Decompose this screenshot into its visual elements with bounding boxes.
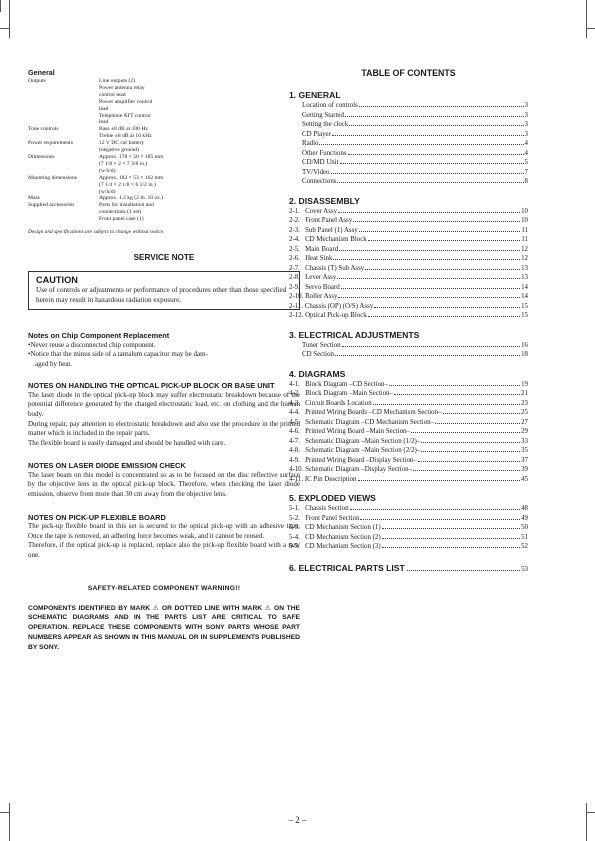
toc-parts-list-label: 6. ELECTRICAL PARTS LIST — [289, 562, 405, 573]
toc-entry-label: 2-9. Servo Board — [289, 283, 340, 291]
toc-leader — [335, 355, 520, 356]
toc-entry-page: 37 — [521, 456, 528, 464]
crop-mark — [9, 0, 10, 38]
spec-value: Bass ±8 dB at 100 Hz Treble ±8 dB at 10 kHz — [99, 126, 152, 140]
spec-label: Supplied accessories — [28, 202, 75, 209]
toc-list — [289, 90, 528, 552]
toc-entry[interactable] — [289, 341, 528, 351]
toc-entry-label: Connections — [302, 178, 337, 185]
toc-entry-page: 51 — [521, 533, 528, 541]
toc-entry-page: 25 — [521, 409, 528, 416]
toc-leader — [382, 538, 520, 539]
spec-label: Mounting dimensions — [28, 174, 77, 181]
toc-leader — [353, 221, 520, 222]
toc-entry-page: 4 — [524, 140, 528, 147]
page-number: – 2 – — [288, 815, 307, 825]
toc-entry-label: 2-3. Sub Panel (1) Assy — [289, 226, 358, 234]
toc-title: TABLE OF CONTENTS — [361, 68, 456, 78]
toc-entry-page: 16 — [521, 341, 528, 349]
toc-entry[interactable] — [289, 389, 528, 399]
toc-entry-label: 5-1. Chassis Section — [289, 505, 349, 512]
toc-entry-label: 4-10. Schematic Diagram –Display Section– — [289, 466, 413, 473]
toc-entry-page: 39 — [521, 466, 528, 473]
toc-entry[interactable] — [289, 504, 528, 514]
toc-entry-page: 3 — [524, 102, 528, 109]
toc-leader — [331, 173, 524, 174]
toc-leader — [349, 125, 523, 126]
toc-entry[interactable] — [289, 350, 528, 360]
toc-entry-page: 45 — [521, 475, 528, 483]
toc-entry[interactable] — [289, 273, 528, 283]
spec-row — [28, 195, 300, 202]
spec-value: 12 V DC car battery (negative ground) — [99, 140, 145, 154]
toc-leader — [411, 432, 520, 433]
toc-entry-page: 50 — [521, 524, 528, 531]
toc-entry-label: 2-12. Optical Pick-up Block — [289, 312, 367, 319]
safety-title: SAFETY-RELATED COMPONENT WARNING!! — [87, 584, 241, 592]
toc-entry-page: 29 — [521, 428, 528, 435]
crop-mark — [586, 0, 587, 38]
toc-entry[interactable] — [289, 465, 528, 475]
toc-entry-page: 8 — [524, 178, 528, 185]
toc-entry[interactable] — [289, 542, 528, 552]
toc-entry-label: 4-11. IC Pin Description — [289, 475, 357, 483]
service-note-title: SERVICE NOTE — [133, 253, 195, 263]
toc-entry[interactable] — [289, 254, 528, 264]
toc-leader — [359, 231, 521, 232]
spec-row — [28, 140, 300, 154]
toc-entry-label: 4-7. Schematic Diagram –Main Section (1/2)– — [289, 437, 421, 445]
toc-entry-page: 19 — [521, 380, 528, 388]
chip-heading: Notes on Chip Component Replacement — [28, 331, 170, 341]
toc-entry-label: CD Player — [302, 130, 331, 138]
toc-entry[interactable] — [289, 139, 528, 149]
spec-row — [28, 154, 300, 175]
spec-row — [28, 78, 300, 126]
spec-row — [28, 126, 300, 140]
toc-entry-label: Getting Started — [302, 111, 344, 119]
caution-box — [28, 271, 300, 310]
flex-p2: Therefore, if the optical pick-up is replaced, replace also the pick-up flexible board with a new one. — [28, 541, 300, 559]
toc-entry[interactable] — [289, 245, 528, 255]
toc-entry-label: 2-11. Chassis (OP) (O/S) Assy — [289, 302, 374, 310]
toc-entry[interactable] — [289, 456, 528, 466]
toc-entry[interactable] — [289, 437, 528, 447]
toc-entry[interactable] — [289, 130, 528, 140]
toc-entry-page: 10 — [521, 217, 528, 224]
crop-mark — [586, 812, 595, 813]
crop-mark — [0, 28, 9, 29]
spec-value: Approx. 182 × 53 × 162 mm (7 1/4 × 2 1/8 × 6 1/2 in.) (w/h/d) — [99, 174, 164, 195]
toc-entry[interactable] — [289, 283, 528, 293]
toc-entry-label: Radio — [302, 140, 319, 147]
laser-heading: NOTES ON LASER DIODE EMISSION CHECK — [28, 461, 186, 471]
toc-entry-page: 27 — [521, 418, 528, 426]
toc-leader — [358, 480, 521, 481]
spec-note: Design and specifications are subject to change without notice. — [28, 229, 165, 236]
spec-value: Approx. 178 × 50 × 185 mm (7 1/8 × 2 × 7 3/8 in.) (w/h/d) — [99, 153, 164, 174]
toc-leader — [373, 404, 520, 405]
toc-entry[interactable] — [289, 158, 528, 168]
toc-leader — [359, 106, 524, 107]
toc-leader — [389, 385, 520, 386]
toc-leader — [339, 250, 520, 251]
toc-entry-label: 4-5. Schematic Diagram –CD Mechanism Section– — [289, 418, 435, 426]
toc-leader — [382, 528, 520, 529]
general-heading: General — [28, 68, 55, 77]
crop-mark — [586, 28, 595, 29]
toc-entry[interactable] — [289, 168, 528, 178]
toc-entry-label: 2-8. Lever Assy — [289, 274, 337, 281]
toc-entry-label: 2-7. Chassis (T) Sub Assy — [289, 264, 365, 272]
optical-p2: During repair, pay attention to electrostatic breakdown and also use the procedure in the printed matter which is included in the repair parts. — [28, 419, 300, 438]
toc-entry[interactable] — [289, 514, 528, 524]
toc-entry-label: TV/Video — [302, 168, 330, 176]
crop-mark — [0, 0, 1, 12]
toc-entry[interactable] — [289, 177, 528, 187]
toc-parts-list[interactable] — [289, 563, 528, 573]
optical-p1: The laser diode in the optical pick-up block may suffer electrostatic breakdown because of the potential difference generated by the charged electrostatic load, etc. on clothing and the human body. — [28, 390, 300, 418]
toc-leader — [360, 519, 520, 520]
toc-entry-page: 48 — [521, 505, 528, 512]
toc-entry-page: 3 — [524, 111, 528, 119]
toc-entry-page: 15 — [521, 312, 528, 319]
toc-section-heading: 3. ELECTRICAL ADJUSTMENTS — [289, 329, 420, 340]
flex-p1: The pick-up flexible board in this set is secured to the optical pick-up with an adhesive tape. Once the tape is removed, an adhering force becomes weak, and it cannot be reused. — [28, 522, 300, 540]
toc-entry-page: 14 — [521, 283, 528, 291]
toc-entry-label: Tuner Section — [302, 341, 341, 349]
chip-note-2-cont: aged by heat. — [35, 359, 73, 368]
toc-entry-page: 13 — [521, 274, 528, 281]
toc-leader — [319, 144, 523, 145]
toc-entry-label: CD Section — [302, 351, 334, 358]
toc-entry-page: 5 — [524, 159, 528, 166]
optical-heading: NOTES ON HANDLING THE OPTICAL PICK-UP BLOCK OR BASE UNIT — [28, 381, 275, 391]
toc-entry[interactable] — [289, 216, 528, 226]
spec-label: Outputs — [28, 78, 46, 84]
toc-leader — [421, 451, 520, 452]
toc-leader — [443, 413, 521, 414]
toc-entry-page: 35 — [521, 447, 528, 454]
toc-entry-label: 4-6. Printed Wiring Board –Main Section– — [289, 428, 410, 435]
flex-heading: NOTES ON PICK-UP FLEXIBLE BOARD — [28, 512, 166, 522]
toc-entry-page: 13 — [521, 264, 528, 272]
toc-entry[interactable] — [289, 408, 528, 418]
toc-entry-page: 15 — [521, 302, 528, 310]
toc-entry-label: 2-6. Heat Sink — [289, 255, 333, 262]
toc-leader — [394, 394, 520, 395]
toc-entry-page: 14 — [521, 293, 528, 300]
toc-entry-label: 4-3. Circuit Boards Location — [289, 399, 372, 407]
spec-row — [28, 202, 300, 223]
toc-entry[interactable] — [289, 475, 528, 485]
chip-note-2: •Notice that the minus side of a tantalum capacitor may be dam- — [28, 350, 208, 359]
toc-leader — [348, 154, 524, 155]
toc-leader — [374, 307, 520, 308]
spec-value: Line outputs (2) Power antenna relay control lead Power amplifier control lead Telephone ATT control lead — [99, 78, 153, 126]
left-column — [28, 68, 300, 653]
toc-entry[interactable] — [289, 427, 528, 437]
toc-entry[interactable] — [289, 120, 528, 130]
toc-leader — [435, 423, 520, 424]
toc-entry-label: CD/MD Unit — [302, 159, 339, 166]
toc-entry-page: 4 — [524, 149, 528, 157]
toc-entry-label: 5-4. CD Mechanism Section (2) — [289, 533, 381, 541]
toc-entry[interactable] — [289, 235, 528, 245]
toc-leader — [368, 240, 521, 241]
toc-entry-label: 4-9. Printed Wiring Board –Display Section– — [289, 456, 417, 464]
toc-entry-label: Setting the clock — [302, 121, 349, 128]
toc-entry[interactable] — [289, 302, 528, 312]
toc-entry-label: Location of controls — [302, 102, 358, 109]
toc-section-heading: 2. DISASSEMBLY — [289, 195, 360, 206]
toc-entry-label: 5-3. CD Mechanism Section (1) — [289, 524, 381, 531]
spec-row — [28, 175, 300, 196]
spec-label: Power requirements — [28, 140, 73, 147]
toc-entry-label: 2-1. Cover Assy — [289, 207, 338, 215]
toc-entry-page: 7 — [524, 168, 528, 176]
toc-leader — [418, 461, 520, 462]
spec-label: Mass — [28, 195, 40, 202]
toc-entry[interactable] — [289, 311, 528, 321]
toc-entry-label: 2-4. CD Mechanism Block — [289, 236, 367, 243]
toc-entry-label: 4-1. Block Diagram –CD Section– — [289, 380, 388, 388]
toc-entry-label: 5-2. Front Panel Section — [289, 514, 360, 522]
toc-entry[interactable] — [289, 264, 528, 274]
laser-p1: The laser beam on this model is concentrated so as to be focused on the disc reflective surface by the objective lens in the optical pick-up block. Therefore, when checking the laser diode emission, observe from more than 30 cm away from the objective lens. — [28, 470, 300, 499]
toc-entry-page: 52 — [521, 543, 528, 550]
toc-leader — [333, 259, 520, 260]
toc-section-heading: 1. GENERAL — [289, 90, 341, 100]
toc-entry-label: 2-5. Main Board — [289, 245, 339, 253]
toc-leader — [382, 547, 520, 548]
toc-entry-page: 23 — [521, 399, 528, 407]
toc-entry[interactable] — [289, 523, 528, 533]
toc-entry-label: 5-5. CD Mechanism Section (3) — [289, 543, 381, 550]
toc-entry[interactable] — [289, 101, 528, 111]
toc-entry-page: 12 — [521, 255, 528, 262]
spec-label: Tone controls — [28, 126, 59, 133]
toc-leader — [368, 316, 520, 317]
toc-entry[interactable] — [289, 399, 528, 409]
toc-leader — [350, 509, 521, 510]
toc-parts-list-page: 53 — [521, 565, 528, 573]
toc-entry[interactable] — [289, 111, 528, 121]
safety-body: COMPONENTS IDENTIFIED BY MARK ⚠ OR DOTTED LINE WITH MARK ⚠ ON THE SCHEMATIC DIAGRAMS AND IN THE PARTS LIST ARE CRITICAL TO SAFE OPERATION. REPLACE THESE COMPONENTS WITH SONY PARTS WHOSE PART NUMBERS APPEAR AS SHOWN IN THIS MANUAL OR IN SUPPLEMENTS PUBLISHED BY SONY. — [28, 604, 300, 651]
toc-leader — [338, 297, 520, 298]
toc-leader — [342, 346, 521, 347]
toc-leader — [337, 278, 520, 279]
toc-entry-page: 3 — [524, 121, 528, 128]
toc-leader — [341, 288, 520, 289]
chip-notes — [28, 341, 300, 370]
toc-entry-label: 2-10. Roller Assy — [289, 293, 338, 300]
toc-entry[interactable] — [289, 149, 528, 159]
toc-leader — [407, 570, 520, 571]
toc-entry-page: 21 — [521, 390, 528, 397]
toc-entry[interactable] — [289, 446, 528, 456]
toc-leader — [340, 163, 524, 164]
optical-p3: The flexible board is easily damaged and should be handled with care. — [28, 438, 226, 447]
toc-entry-page: 49 — [521, 514, 528, 522]
toc-entry-label: Other Functions — [302, 149, 347, 157]
toc-leader — [338, 212, 520, 213]
toc-section-heading: 5. EXPLODED VIEWS — [289, 493, 376, 503]
toc-entry-page: 33 — [521, 437, 528, 445]
toc-entry[interactable] — [289, 207, 528, 217]
toc-entry-label: 4-2. Block Diagram –Main Section– — [289, 390, 393, 397]
chip-note-1: •Never reuse a disconnected chip component. — [28, 340, 156, 349]
spec-value: Parts for installation and connections (1 set) Front panel case (1) — [99, 202, 154, 223]
toc-entry[interactable] — [289, 380, 528, 390]
toc-entry-page: 12 — [521, 245, 528, 253]
spec-label: Dimensions — [28, 153, 55, 160]
toc-entry-label: 4-8. Schematic Diagram –Main Section (2/2)– — [289, 447, 421, 454]
toc-leader — [332, 135, 524, 136]
toc-leader — [421, 442, 520, 443]
toc-entry-label: 2-2. Front Panel Assy — [289, 217, 353, 224]
toc-entry-page: 10 — [521, 207, 528, 215]
toc-column — [289, 68, 528, 573]
toc-entry-page: 11 — [521, 226, 528, 234]
toc-entry[interactable] — [289, 226, 528, 236]
crop-mark — [0, 812, 9, 813]
toc-entry[interactable] — [289, 292, 528, 302]
toc-leader — [337, 182, 523, 183]
toc-leader — [365, 269, 520, 270]
toc-section-heading: 4. DIAGRAMS — [289, 368, 346, 379]
spec-list — [28, 78, 300, 223]
caution-text: Use of controls or adjustments or performance of procedures other than those specified herein may result in hazardous radiation exposure. — [36, 286, 287, 304]
toc-leader — [413, 470, 520, 471]
caution-title: CAUTION — [36, 275, 78, 286]
toc-leader — [345, 116, 524, 117]
toc-entry[interactable] — [289, 418, 528, 428]
toc-entry-page: 18 — [521, 351, 528, 358]
toc-entry-page: 3 — [524, 130, 528, 138]
toc-entry-label: 4-4. Printed Wiring Boards –CD Mechanism Section– — [289, 409, 442, 416]
toc-entry-page: 11 — [521, 236, 528, 243]
spec-value: Approx. 1.2 kg (2 lb. 10 oz.) — [99, 195, 164, 202]
toc-entry[interactable] — [289, 533, 528, 543]
